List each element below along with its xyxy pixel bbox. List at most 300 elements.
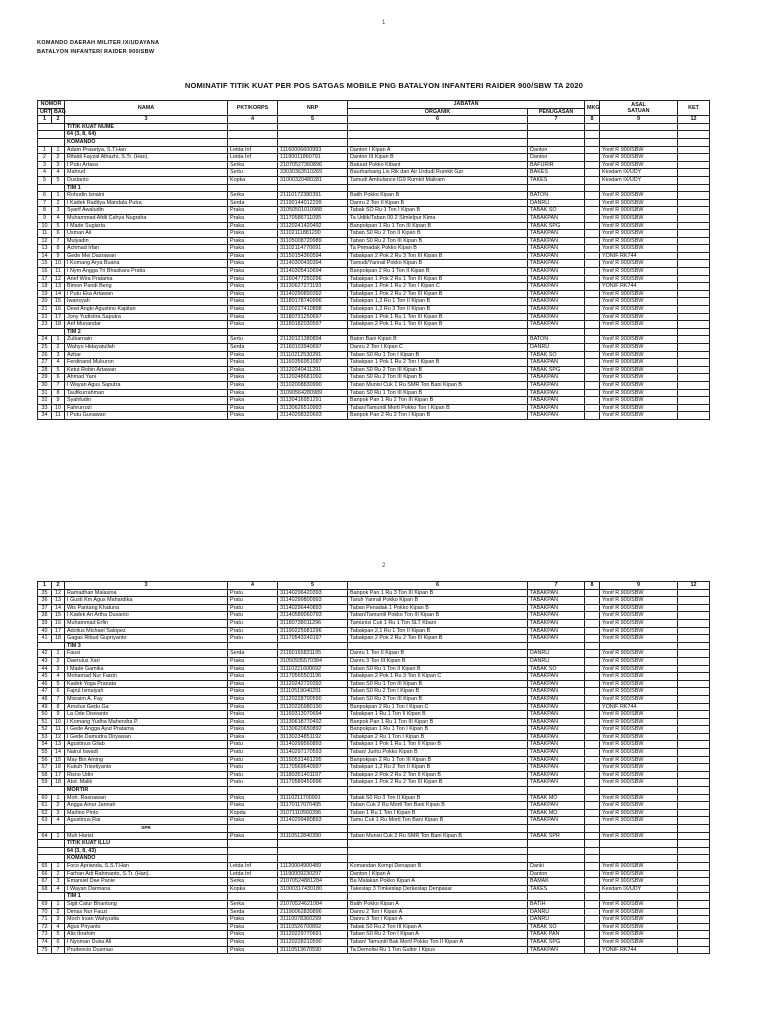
- urut-cell: 10: [38, 222, 52, 230]
- section-label: KOMANDO: [65, 855, 228, 863]
- urut-cell: 74: [38, 938, 52, 946]
- mkg-cell: [585, 703, 600, 711]
- asal-satuan-cell: Yonif R 900/SBW: [600, 290, 678, 298]
- nrp-cell: 31180351401197: [278, 771, 348, 779]
- penugasan-cell: TABAKPAN: [528, 381, 585, 389]
- table-row: [38, 214, 710, 222]
- nama-cell: I Nym Angga Tri Bhaskara Pratia: [65, 268, 228, 276]
- mkg-cell: [585, 657, 600, 665]
- table-row: [38, 680, 710, 688]
- nama-cell: Emanuel Dae Panie: [65, 878, 228, 886]
- jabatan-organik-cell: Banpok Pan 1 Ru 1 Ton III Kipan B: [348, 718, 528, 726]
- nama-cell: Zulkarnain: [65, 336, 228, 344]
- nama-cell: Muhammad Erfin: [65, 619, 228, 627]
- ket-cell: [678, 604, 710, 612]
- table-row: [38, 923, 710, 931]
- penugasan-cell: TABAKPAN: [528, 711, 585, 719]
- jabatan-organik-cell: Danton I Kipan A: [348, 870, 528, 878]
- mkg-cell: [585, 680, 600, 688]
- pkt-cell: Praka: [228, 230, 278, 238]
- nama-cell: Agus Priyanto: [65, 923, 228, 931]
- ket-cell: [678, 199, 710, 207]
- bag-cell: 5: [52, 680, 65, 688]
- jabatan-organik-cell: Danru 2 Ton II Kipan B: [348, 199, 528, 207]
- urut-cell: 68: [38, 885, 52, 893]
- nrp-cell: 21070527360896: [278, 161, 348, 169]
- penugasan-cell: TABAK SO: [528, 923, 585, 931]
- ket-cell: [678, 832, 710, 840]
- nama-cell: Iwansyah: [65, 298, 228, 306]
- empty-cell: [228, 847, 278, 855]
- table-row: [38, 252, 710, 260]
- empty-cell: [585, 787, 600, 795]
- penugasan-cell: Danton: [528, 154, 585, 162]
- empty-cell: [228, 642, 278, 650]
- section-spacer: [38, 328, 65, 336]
- urut-cell: 7: [38, 199, 52, 207]
- bag-cell: 2: [52, 344, 65, 352]
- pkt-cell: Pratu: [228, 779, 278, 787]
- pkt-cell: Serda: [228, 908, 278, 916]
- table-row: [38, 946, 710, 954]
- penugasan-cell: DANRU: [528, 657, 585, 665]
- bag-cell: 17: [52, 313, 65, 321]
- nama-cell: Arnolus Gedu Ga: [65, 703, 228, 711]
- pkt-cell: Kopka: [228, 885, 278, 893]
- empty-cell: [600, 131, 678, 139]
- section-label: TIM 2: [65, 328, 228, 336]
- penugasan-cell: TABAKPAN: [528, 771, 585, 779]
- ket-cell: [678, 336, 710, 344]
- urut-cell: 49: [38, 703, 52, 711]
- pkt-cell: Praka: [228, 321, 278, 329]
- urut-cell: 19: [38, 290, 52, 298]
- table-row: [38, 695, 710, 703]
- penugasan-cell: TABAKPAN: [528, 802, 585, 810]
- urut-cell: 45: [38, 673, 52, 681]
- nama-cell: Kukuh Trisetiyanto: [65, 764, 228, 772]
- nrp-cell: 31050935570384: [278, 657, 348, 665]
- pkt-cell: Praka: [228, 381, 278, 389]
- urut-cell: 75: [38, 946, 52, 954]
- nama-cell: Arief Wira Pratama: [65, 275, 228, 283]
- ket-cell: [678, 146, 710, 154]
- jabatan-organik-cell: Tabakpan 2 Pok 2 Ru 3 Ton III Kipan B: [348, 252, 528, 260]
- asal-satuan-cell: Yonif R 900/SBW: [600, 230, 678, 238]
- penugasan-cell: TABAKPAN: [528, 275, 585, 283]
- colnum-5: 5: [278, 116, 348, 124]
- section-spacer: [38, 893, 65, 901]
- penugasan-cell: TABAKPAN: [528, 313, 585, 321]
- bag-cell: 3: [52, 665, 65, 673]
- mkg-cell: [585, 290, 600, 298]
- table-row: [38, 298, 710, 306]
- jabatan-organik-cell: Tabak S0 Ru 3 Ton II Kipan B: [348, 794, 528, 802]
- pkt-cell: Praka: [228, 268, 278, 276]
- table-row: [38, 290, 710, 298]
- penugasan-cell: TABAKPAN: [528, 726, 585, 734]
- ket-cell: [678, 290, 710, 298]
- section-row: [38, 328, 710, 336]
- bag-cell: 1: [52, 336, 65, 344]
- bag-cell: 3: [52, 916, 65, 924]
- nrp-cell: 31140299800993: [278, 597, 348, 605]
- colnum-6: 6: [348, 582, 528, 590]
- mkg-cell: [585, 733, 600, 741]
- empty-cell: [678, 138, 710, 146]
- nama-cell: Mahrud: [65, 169, 228, 177]
- mkg-cell: [585, 802, 600, 810]
- ket-cell: [678, 665, 710, 673]
- empty-cell: [348, 184, 528, 192]
- jabatan-organik-cell: Tabak SO Ru 1 Ton I Kipan B: [348, 207, 528, 215]
- bag-cell: 1: [52, 862, 65, 870]
- nrp-cell: 11120004900489: [278, 862, 348, 870]
- bag-cell: 4: [52, 169, 65, 177]
- pkt-cell: Praka: [228, 389, 278, 397]
- asal-satuan-cell: Yonif R 900/SBW: [600, 680, 678, 688]
- asal-satuan-cell: Yonif R 900/SBW: [600, 275, 678, 283]
- pkt-cell: Praka: [228, 680, 278, 688]
- pkt-cell: Serka: [228, 192, 278, 200]
- colnum-5: 5: [278, 582, 348, 590]
- penugasan-cell: TABAKPAN: [528, 252, 585, 260]
- ket-cell: [678, 703, 710, 711]
- pkt-cell: Pratu: [228, 764, 278, 772]
- penugasan-cell: TABAKPAN: [528, 397, 585, 405]
- bag-cell: 17: [52, 771, 65, 779]
- urut-cell: 18: [38, 283, 52, 291]
- empty-cell: [348, 825, 528, 833]
- section-spacer: [38, 123, 65, 131]
- nrp-cell: 31180178740996: [278, 298, 348, 306]
- nrp-cell: 21110172380391: [278, 192, 348, 200]
- penugasan-cell: TABAKPAN: [528, 779, 585, 787]
- mkg-cell: [585, 230, 600, 238]
- penugasan-cell: TABAKPAN: [528, 817, 585, 825]
- asal-satuan-cell: Yonif R 900/SBW: [600, 321, 678, 329]
- urut-cell: 70: [38, 908, 52, 916]
- empty-cell: [278, 825, 348, 833]
- table-row: [38, 275, 710, 283]
- jabatan-organik-cell: Taban/Tamuntil Mortl Pokko Ton I Kipan B: [348, 404, 528, 412]
- pkt-cell: Praka: [228, 290, 278, 298]
- urut-cell: 28: [38, 366, 52, 374]
- asal-satuan-cell: Yonif R 900/SBW: [600, 351, 678, 359]
- empty-cell: [228, 328, 278, 336]
- bag-cell: 12: [52, 589, 65, 597]
- nama-cell: I Made Gamika: [65, 665, 228, 673]
- jabatan-organik-cell: Tabakpan 1,2 Ru 1 Ton II Kipan B: [348, 298, 528, 306]
- penugasan-cell: BAMAK: [528, 878, 585, 886]
- jabatan-organik-cell: Tabakpan 1 Pok 1 Ru 2 Ton I Kipan B: [348, 359, 528, 367]
- pkt-cell: Praka: [228, 298, 278, 306]
- jabatan-organik-cell: Tabakpan 1 Pok 1 Ru 1 Ton II Kipan B: [348, 741, 528, 749]
- nama-cell: I Putu Eka Artawan: [65, 290, 228, 298]
- penugasan-cell: TABAKPAN: [528, 695, 585, 703]
- asal-satuan-cell: Yonif R 900/SBW: [600, 336, 678, 344]
- empty-cell: [348, 787, 528, 795]
- penugasan-cell: TABAKPAN: [528, 298, 585, 306]
- empty-cell: [228, 893, 278, 901]
- mkg-cell: [585, 779, 600, 787]
- asal-satuan-cell: Yonif R 900/SBW: [600, 764, 678, 772]
- pkt-cell: Praka: [228, 252, 278, 260]
- nama-cell: Fausi: [65, 650, 228, 658]
- mkg-cell: [585, 597, 600, 605]
- empty-cell: [678, 847, 710, 855]
- nama-cell: Ketut Robin Artawan: [65, 366, 228, 374]
- asal-satuan-cell: Yonif R 900/SBW: [600, 146, 678, 154]
- nrp-cell: 31160477250296: [278, 275, 348, 283]
- mkg-cell: [585, 589, 600, 597]
- ket-cell: [678, 817, 710, 825]
- table-row: [38, 283, 710, 291]
- nrp-cell: 31130620650892: [278, 726, 348, 734]
- mkg-cell: [585, 412, 600, 420]
- asal-satuan-cell: Yonif R 900/SBW: [600, 878, 678, 886]
- nrp-cell: 31140296440893: [278, 604, 348, 612]
- pkt-cell: Serda: [228, 344, 278, 352]
- asal-satuan-cell: Yonif R 900/SBW: [600, 779, 678, 787]
- empty-cell: [528, 825, 585, 833]
- asal-satuan-cell: Yonif R 900/SBW: [600, 756, 678, 764]
- pkt-cell: Praka: [228, 275, 278, 283]
- pkt-cell: Praka: [228, 726, 278, 734]
- table-row: [38, 718, 710, 726]
- nrp-cell: 31102008830990: [278, 381, 348, 389]
- mkg-cell: [585, 275, 600, 283]
- pkt-cell: Praka: [228, 397, 278, 405]
- section-label: TITIK KUAT ILLU: [65, 840, 228, 848]
- urut-cell: 71: [38, 916, 52, 924]
- colnum-8: 8: [585, 582, 600, 590]
- asal-satuan-cell: Yonif R 900/SBW: [600, 916, 678, 924]
- bag-cell: 12: [52, 275, 65, 283]
- urut-cell: 22: [38, 313, 52, 321]
- nrp-cell: 31110512840390: [278, 832, 348, 840]
- empty-cell: [228, 131, 278, 139]
- section-spacer: [38, 825, 65, 833]
- asal-satuan-cell: Yonif R 900/SBW: [600, 268, 678, 276]
- asal-satuan-cell: Yonif R 900/SBW: [600, 900, 678, 908]
- nrp-cell: 31160313070694: [278, 711, 348, 719]
- jabatan-organik-cell: Tabakpan 1,2 Ru 3 Ton II Kipan B: [348, 306, 528, 314]
- nrp-cell: 11190011860791: [278, 154, 348, 162]
- ket-cell: [678, 726, 710, 734]
- asal-satuan-cell: Yonif R 900/SBW: [600, 359, 678, 367]
- mkg-cell: [585, 688, 600, 696]
- section-row: [38, 138, 710, 146]
- jabatan-organik-cell: Tabak S0 Ru 2 Ton III Kipan A: [348, 923, 528, 931]
- bag-cell: 6: [52, 374, 65, 382]
- jabatan-organik-cell: Banpokpan 1 Ru 1 Ton I Kipan B: [348, 726, 528, 734]
- penugasan-cell: TABAKPAN: [528, 733, 585, 741]
- table-row: [38, 161, 710, 169]
- header-organik: ORGANIK: [348, 108, 528, 116]
- nrp-cell: 31190225981296: [278, 627, 348, 635]
- mkg-cell: [585, 923, 600, 931]
- ket-cell: [678, 870, 710, 878]
- table-row: [38, 870, 710, 878]
- pkt-cell: Praka: [228, 832, 278, 840]
- jabatan-organik-cell: Banpok Pan 1 Ru 3 Ton III Kipan B: [348, 589, 528, 597]
- mkg-cell: [585, 938, 600, 946]
- section-spacer: [38, 184, 65, 192]
- penugasan-cell: TABAKPAN: [528, 283, 585, 291]
- nrp-cell: 31110078360299: [278, 916, 348, 924]
- page-number: 2: [382, 563, 386, 569]
- nrp-cell: 21130121380894: [278, 336, 348, 344]
- jabatan-organik-cell: Batih Pokko Kipan A: [348, 900, 528, 908]
- ket-cell: [678, 192, 710, 200]
- urut-cell: 21: [38, 306, 52, 314]
- bag-cell: 14: [52, 604, 65, 612]
- empty-cell: [678, 825, 710, 833]
- mkg-cell: [585, 771, 600, 779]
- table-row: [38, 771, 710, 779]
- nama-cell: Alis Ibrahim: [65, 931, 228, 939]
- empty-cell: [528, 855, 585, 863]
- urut-cell: 1: [38, 146, 52, 154]
- urut-cell: 44: [38, 665, 52, 673]
- ket-cell: [678, 657, 710, 665]
- asal-satuan-cell: Yonif R 900/SBW: [600, 207, 678, 215]
- empty-cell: [678, 328, 710, 336]
- pkt-cell: Pratu: [228, 612, 278, 620]
- bag-cell: 2: [52, 802, 65, 810]
- empty-cell: [348, 131, 528, 139]
- penugasan-cell: TABAKPAN: [528, 290, 585, 298]
- penugasan-cell: TABAKPAN: [528, 589, 585, 597]
- ket-cell: [678, 260, 710, 268]
- penugasan-cell: TABAKPAN: [528, 946, 585, 954]
- penugasan-cell: TABAKPAN: [528, 374, 585, 382]
- colnum-3: 3: [65, 582, 228, 590]
- nrp-cell: 31140298320693: [278, 412, 348, 420]
- mkg-cell: [585, 381, 600, 389]
- pkt-cell: Praka: [228, 703, 278, 711]
- pkt-cell: Praka: [228, 245, 278, 253]
- asal-satuan-cell: Yonif R 900/SBW: [600, 589, 678, 597]
- empty-cell: [678, 184, 710, 192]
- ket-cell: [678, 923, 710, 931]
- nrp-cell: 31120228210590: [278, 938, 348, 946]
- jabatan-organik-cell: Tabakpan 1,2 Ru 2 Ton II Kipan B: [348, 764, 528, 772]
- urut-cell: 46: [38, 680, 52, 688]
- bag-cell: 10: [52, 260, 65, 268]
- nama-cell: Angga Ainur Jannah: [65, 802, 228, 810]
- empty-cell: [528, 131, 585, 139]
- urut-cell: 73: [38, 931, 52, 939]
- nrp-cell: 31140589060793: [278, 612, 348, 620]
- empty-cell: [528, 840, 585, 848]
- penugasan-cell: TABAKPAN: [528, 756, 585, 764]
- penugasan-cell: TABAKPAN: [528, 359, 585, 367]
- urut-cell: 54: [38, 741, 52, 749]
- jabatan-organik-cell: Taban S0 Ru 1 Ton II Kipan B: [348, 665, 528, 673]
- ket-cell: [678, 268, 710, 276]
- empty-cell: [228, 184, 278, 192]
- urut-cell: 35: [38, 589, 52, 597]
- nama-cell: Dewi Angki Agustino Kapitan: [65, 306, 228, 314]
- pkt-cell: Praka: [228, 817, 278, 825]
- ket-cell: [678, 718, 710, 726]
- nama-cell: May Bin Aming: [65, 756, 228, 764]
- mkg-cell: [585, 199, 600, 207]
- urut-cell: 12: [38, 237, 52, 245]
- mkg-cell: [585, 650, 600, 658]
- asal-satuan-cell: Yonif R 900/SBW: [600, 908, 678, 916]
- empty-cell: [678, 787, 710, 795]
- empty-cell: [278, 855, 348, 863]
- asal-satuan-cell: YONIF RK744: [600, 252, 678, 260]
- nrp-cell: 33030363510269: [278, 169, 348, 177]
- jabatan-organik-cell: Banpokpan 2 Ru 1 Ton II Kipan B: [348, 268, 528, 276]
- urut-cell: 30: [38, 381, 52, 389]
- pkt-cell: Pratu: [228, 771, 278, 779]
- jabatan-organik-cell: Taban/Tamuntil Pokko Ton III Kipan B: [348, 612, 528, 620]
- nrp-cell: 31140290890392: [278, 290, 348, 298]
- nama-cell: Kadek Yoga Pranata: [65, 680, 228, 688]
- table-row: [38, 404, 710, 412]
- mkg-cell: [585, 764, 600, 772]
- asal-satuan-cell: Kesdam IX/UDY: [600, 885, 678, 893]
- pkt-cell: Praka: [228, 794, 278, 802]
- table-row: [38, 665, 710, 673]
- nama-cell: Fajrul Ismaiyah: [65, 688, 228, 696]
- bag-cell: 8: [52, 245, 65, 253]
- asal-satuan-cell: Yonif R 900/SBW: [600, 154, 678, 162]
- jabatan-organik-cell: Tabakpan 2,1 Ru 1 Ton II Kipan B: [348, 627, 528, 635]
- colnum-7: 7: [528, 116, 585, 124]
- empty-cell: [678, 893, 710, 901]
- penugasan-cell: DANRU: [528, 344, 585, 352]
- nrp-cell: 31120226980190: [278, 703, 348, 711]
- section-label: 64 (3, 8, 43): [65, 847, 228, 855]
- jabatan-organik-cell: Taban S0 Ru 2 Ton III Kipan B: [348, 374, 528, 382]
- pkt-cell: Praka: [228, 665, 278, 673]
- asal-satuan-cell: Yonif R 900/SBW: [600, 192, 678, 200]
- table-header: [38, 582, 710, 590]
- nrp-cell: 31120240411291: [278, 366, 348, 374]
- nrp-cell: 31120229770691: [278, 931, 348, 939]
- bag-cell: 18: [52, 321, 65, 329]
- mkg-cell: [585, 900, 600, 908]
- section-row: [38, 855, 710, 863]
- nrp-cell: 21190062830896: [278, 908, 348, 916]
- empty-cell: [585, 184, 600, 192]
- table-row: [38, 916, 710, 924]
- empty-cell: [278, 123, 348, 131]
- jabatan-organik-cell: Banpok Pan 2 Ru 2 Ton I Kipan B: [348, 412, 528, 420]
- nama-cell: Sigit Catur Bhantung: [65, 900, 228, 908]
- ket-cell: [678, 359, 710, 367]
- asal-satuan-cell: Yonif R 900/SBW: [600, 298, 678, 306]
- nrp-cell: 31090564280989: [278, 389, 348, 397]
- penugasan-cell: Danton: [528, 146, 585, 154]
- mkg-cell: [585, 161, 600, 169]
- header-penugasan: PENUGASAN: [528, 108, 585, 116]
- pkt-cell: Praka: [228, 718, 278, 726]
- empty-cell: [278, 328, 348, 336]
- ket-cell: [678, 275, 710, 283]
- asal-satuan-cell: Yonif R 900/SBW: [600, 771, 678, 779]
- nrp-cell: 31110513670590: [278, 946, 348, 954]
- table-row: [38, 832, 710, 840]
- bag-cell: 3: [52, 207, 65, 215]
- penugasan-cell: TABAKPAN: [528, 688, 585, 696]
